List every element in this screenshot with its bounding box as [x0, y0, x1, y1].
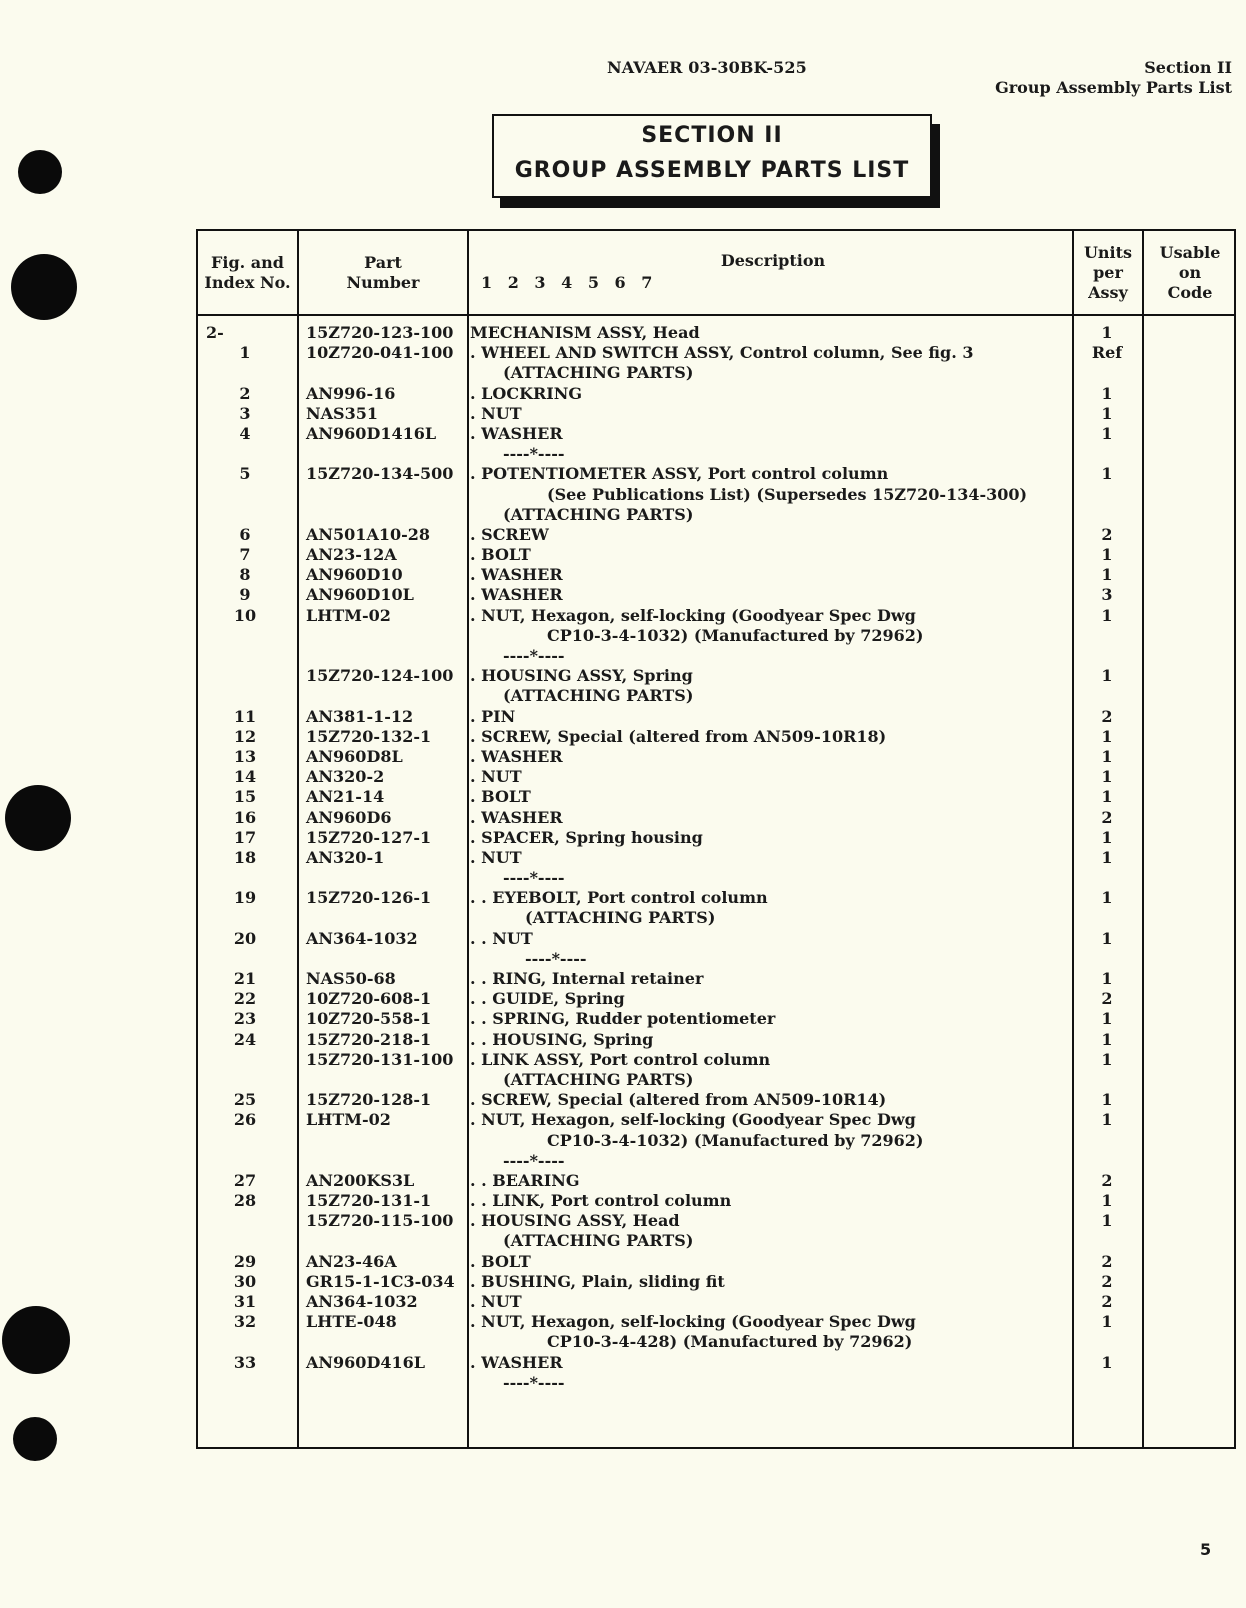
table-row — [198, 323, 1234, 343]
units-per-assy: 1 — [1101, 888, 1113, 908]
part-number: NAS351 — [306, 403, 378, 423]
units-per-assy: 1 — [1101, 1049, 1113, 1069]
index-number: 25 — [233, 1090, 257, 1110]
section-title-box — [492, 114, 932, 198]
units-per-assy: 1 — [1101, 847, 1113, 867]
units-per-assy: 1 — [1101, 1211, 1113, 1231]
table-row — [198, 1211, 1234, 1231]
index-number: 23 — [233, 1009, 257, 1029]
description: CP10-3-4-1032) (Manufactured by 72962) — [547, 625, 924, 645]
units-per-assy: 1 — [1101, 1312, 1113, 1332]
binder-hole — [11, 254, 77, 320]
description: ----*---- — [503, 868, 565, 888]
description: . HOUSING ASSY, Spring — [470, 666, 693, 686]
description: . HOUSING ASSY, Head — [470, 1211, 680, 1231]
description: . NUT, Hexagon, self-locking (Goodyear Spec Dwg — [470, 605, 916, 625]
part-number: 15Z720-131-1 — [306, 1191, 432, 1211]
binder-hole — [13, 1417, 57, 1461]
part-number: AN364-1032 — [306, 928, 418, 948]
index-number: 31 — [233, 1292, 257, 1311]
units-per-assy: 1 — [1101, 1110, 1113, 1130]
part-number: 15Z720-127-1 — [306, 827, 432, 847]
units-per-assy: 1 — [1101, 787, 1113, 807]
units-per-assy: 1 — [1101, 726, 1113, 746]
table-row — [198, 908, 1234, 928]
table-row — [198, 485, 1234, 505]
table-row — [198, 424, 1234, 444]
part-number: AN23-46A — [306, 1251, 397, 1271]
table-row — [198, 1292, 1234, 1312]
part-number: AN996-16 — [306, 383, 396, 403]
part-number: AN364-1032 — [306, 1292, 418, 1311]
part-number: 15Z720-124-100 — [306, 666, 454, 686]
part-number: 15Z720-132-1 — [306, 726, 432, 746]
table-row — [198, 949, 1234, 969]
description: (ATTACHING PARTS) — [503, 363, 694, 383]
description: . WASHER — [470, 1352, 563, 1372]
table-row — [198, 1171, 1234, 1191]
part-number: AN960D10L — [306, 585, 414, 605]
table-row — [198, 969, 1234, 989]
index-number: 5 — [239, 464, 251, 484]
description: . . LINK, Port control column — [470, 1191, 732, 1211]
part-number: AN320-2 — [306, 767, 385, 787]
description: . . BEARING — [470, 1170, 580, 1190]
units-per-assy: 1 — [1101, 1009, 1113, 1029]
table-row — [198, 1353, 1234, 1373]
parts-rows — [198, 323, 1234, 1393]
table-row — [198, 848, 1234, 868]
description: . POTENTIOMETER ASSY, Port control column — [470, 464, 889, 484]
description: . . GUIDE, Spring — [470, 989, 625, 1009]
table-row — [198, 646, 1234, 666]
description: . BOLT — [470, 1251, 531, 1271]
part-number: AN960D6 — [306, 807, 392, 827]
description: . WASHER — [470, 565, 563, 585]
header-usable-on-code: Usable on Code — [1159, 242, 1221, 302]
table-row — [198, 1252, 1234, 1272]
table-row — [198, 989, 1234, 1009]
header-part-number: Part Number — [346, 252, 420, 292]
description: . NUT — [470, 767, 522, 787]
table-row — [198, 1272, 1234, 1292]
index-number: 13 — [233, 746, 257, 766]
table-row — [198, 1090, 1234, 1110]
description: (ATTACHING PARTS) — [503, 1231, 694, 1251]
description: . WASHER — [470, 746, 563, 766]
index-number: 3 — [239, 403, 251, 423]
table-row — [198, 363, 1234, 383]
part-number: LHTE-048 — [306, 1312, 397, 1332]
running-header-section: Section II — [1144, 58, 1232, 77]
units-per-assy: 1 — [1101, 323, 1113, 342]
index-number: 9 — [239, 585, 251, 605]
table-row — [198, 1070, 1234, 1090]
units-per-assy: 2 — [1101, 1251, 1113, 1271]
index-number: 16 — [233, 807, 257, 827]
table-row — [198, 606, 1234, 626]
table-row — [198, 1191, 1234, 1211]
description: ----*---- — [525, 948, 587, 968]
description: (ATTACHING PARTS) — [525, 908, 716, 928]
description: . NUT, Hexagon, self-locking (Goodyear Spec Dwg — [470, 1312, 916, 1332]
table-row — [198, 828, 1234, 848]
table-row — [198, 505, 1234, 525]
part-number: 10Z720-608-1 — [306, 989, 432, 1009]
index-number: 7 — [239, 545, 251, 565]
table-row — [198, 626, 1234, 646]
part-number: 10Z720-041-100 — [306, 343, 454, 363]
description: . . EYEBOLT, Port control column — [470, 888, 768, 908]
table-row — [198, 1110, 1234, 1130]
table-row — [198, 1373, 1234, 1393]
units-per-assy: Ref — [1091, 343, 1123, 363]
index-number: 21 — [233, 969, 257, 988]
index-number: 30 — [233, 1271, 257, 1291]
description: . NUT — [470, 1292, 522, 1311]
table-row — [198, 1231, 1234, 1251]
index-number: 26 — [233, 1110, 257, 1130]
description: CP10-3-4-428) (Manufactured by 72962) — [547, 1332, 913, 1352]
table-row — [198, 1151, 1234, 1171]
part-number: 10Z720-558-1 — [306, 1009, 432, 1029]
section-title-line1: SECTION II — [641, 123, 783, 148]
table-row — [198, 1050, 1234, 1070]
table-row — [198, 707, 1234, 727]
part-number: AN320-1 — [306, 847, 385, 867]
header-index: Fig. and Index No. — [204, 252, 291, 292]
description: ----*---- — [503, 1372, 565, 1392]
part-number: AN501A10-28 — [306, 524, 431, 544]
units-per-assy: 1 — [1101, 383, 1113, 403]
index-number: 32 — [233, 1312, 257, 1332]
table-row — [198, 727, 1234, 747]
units-per-assy: 1 — [1101, 423, 1113, 443]
table-row — [198, 585, 1234, 605]
description: . SPACER, Spring housing — [470, 827, 703, 847]
units-per-assy: 1 — [1101, 464, 1113, 484]
index-number: 14 — [233, 767, 257, 787]
part-number: 15Z720-123-100 — [306, 323, 454, 342]
binder-hole — [2, 1306, 70, 1374]
table-row — [198, 1030, 1234, 1050]
description: ----*---- — [503, 444, 565, 464]
description: . . SPRING, Rudder potentiometer — [470, 1009, 776, 1029]
description: . SCREW, Special (altered from AN509-10R14) — [470, 1090, 887, 1110]
description: . . NUT — [470, 928, 533, 948]
index-number: 11 — [233, 706, 257, 726]
part-number: 15Z720-218-1 — [306, 1029, 432, 1049]
description: . BUSHING, Plain, sliding fit — [470, 1271, 725, 1291]
description: (ATTACHING PARTS) — [503, 686, 694, 706]
part-number: AN960D1416L — [306, 423, 437, 443]
page-number: 5 — [1200, 1540, 1212, 1559]
table-row — [198, 464, 1234, 484]
units-per-assy: 1 — [1101, 746, 1113, 766]
table-row — [198, 929, 1234, 949]
part-number: AN960D416L — [306, 1352, 425, 1372]
table-row — [198, 404, 1234, 424]
table-row — [198, 868, 1234, 888]
table-row — [198, 444, 1234, 464]
description: . . HOUSING, Spring — [470, 1029, 654, 1049]
table-row — [198, 666, 1234, 686]
index-number: 27 — [233, 1170, 257, 1190]
part-number: AN381-1-12 — [306, 706, 414, 726]
units-per-assy: 2 — [1101, 706, 1113, 726]
description: ----*---- — [503, 1150, 565, 1170]
description: . BOLT — [470, 545, 531, 565]
description: . NUT — [470, 403, 522, 423]
part-number: AN960D8L — [306, 746, 403, 766]
header-units-per-assy: Units per Assy — [1083, 242, 1133, 302]
units-per-assy: 1 — [1101, 545, 1113, 565]
running-header — [995, 58, 1232, 98]
description: . SCREW, Special (altered from AN509-10R18) — [470, 726, 887, 746]
table-row — [198, 565, 1234, 585]
index-number: 2 — [239, 383, 251, 403]
units-per-assy: 2 — [1101, 524, 1113, 544]
table-row — [198, 384, 1234, 404]
part-number: LHTM-02 — [306, 1110, 391, 1130]
section-title-line2: GROUP ASSEMBLY PARTS LIST — [514, 158, 910, 183]
part-number: AN200KS3L — [306, 1170, 415, 1190]
table-row — [198, 1332, 1234, 1352]
table-row — [198, 808, 1234, 828]
units-per-assy: 1 — [1101, 1191, 1113, 1211]
part-number: AN960D10 — [306, 565, 403, 585]
header-divider — [198, 314, 1234, 316]
units-per-assy: 1 — [1101, 928, 1113, 948]
part-number: GR15-1-1C3-034 — [306, 1271, 455, 1291]
part-number: 15Z720-115-100 — [306, 1211, 454, 1231]
description: MECHANISM ASSY, Head — [470, 323, 700, 342]
index-number: 19 — [233, 888, 257, 908]
units-per-assy: 1 — [1101, 1090, 1113, 1110]
part-number: LHTM-02 — [306, 605, 391, 625]
table-row — [198, 525, 1234, 545]
table-row — [198, 545, 1234, 565]
description: . BOLT — [470, 787, 531, 807]
index-number: 18 — [233, 847, 257, 867]
description: (See Publications List) (Supersedes 15Z720-134-300) — [547, 484, 1028, 504]
table-row — [198, 747, 1234, 767]
description: . NUT — [470, 847, 522, 867]
description: . WASHER — [470, 585, 563, 605]
description: . PIN — [470, 706, 516, 726]
units-per-assy: 1 — [1101, 1352, 1113, 1372]
index-number: 1 — [239, 343, 251, 363]
index-number: 28 — [233, 1191, 257, 1211]
units-per-assy: 1 — [1101, 1029, 1113, 1049]
units-per-assy: 2 — [1101, 989, 1113, 1009]
description: . LOCKRING — [470, 383, 583, 403]
description: ----*---- — [503, 646, 565, 665]
units-per-assy: 2 — [1101, 1292, 1113, 1311]
units-per-assy: 3 — [1101, 585, 1113, 605]
table-row — [198, 787, 1234, 807]
running-header-title: Group Assembly Parts List — [995, 78, 1232, 97]
header-description: Description 1 2 3 4 5 6 7 — [481, 251, 826, 292]
index-number: 12 — [233, 726, 257, 746]
binder-hole — [18, 150, 62, 194]
parts-list-table — [196, 229, 1236, 1449]
index-number: 29 — [233, 1251, 257, 1271]
index-number: 17 — [233, 827, 257, 847]
description: . WHEEL AND SWITCH ASSY, Control column, See fig. 3 — [470, 343, 974, 363]
index-number: 4 — [239, 423, 251, 443]
index-number: 15 — [233, 787, 257, 807]
binder-hole — [5, 785, 71, 851]
table-row — [198, 1009, 1234, 1029]
units-per-assy: 2 — [1101, 1271, 1113, 1291]
description: (ATTACHING PARTS) — [503, 504, 694, 524]
part-number: 15Z720-131-100 — [306, 1049, 454, 1069]
index-number: 22 — [233, 989, 257, 1009]
indent-level-scale: 1 2 3 4 5 6 7 — [481, 273, 658, 292]
document-number: NAVAER 03-30BK-525 — [607, 58, 807, 77]
units-per-assy: 1 — [1101, 767, 1113, 787]
index-number: 8 — [239, 565, 251, 585]
part-number: 15Z720-134-500 — [306, 464, 454, 484]
description: . WASHER — [470, 807, 563, 827]
description: . LINK ASSY, Port control column — [470, 1049, 771, 1069]
table-row — [198, 686, 1234, 706]
part-number: 15Z720-126-1 — [306, 888, 432, 908]
units-per-assy: 1 — [1101, 565, 1113, 585]
part-number: AN23-12A — [306, 545, 397, 565]
part-number: AN21-14 — [306, 787, 385, 807]
description: CP10-3-4-1032) (Manufactured by 72962) — [547, 1130, 924, 1150]
units-per-assy: 1 — [1101, 969, 1113, 988]
units-per-assy: 2 — [1101, 807, 1113, 827]
units-per-assy: 1 — [1101, 666, 1113, 686]
table-row — [198, 767, 1234, 787]
units-per-assy: 1 — [1101, 605, 1113, 625]
table-row — [198, 888, 1234, 908]
units-per-assy: 2 — [1101, 1170, 1113, 1190]
table-row — [198, 1131, 1234, 1151]
description: . WASHER — [470, 423, 563, 443]
index-number: 20 — [233, 928, 257, 948]
description: . NUT, Hexagon, self-locking (Goodyear Spec Dwg — [470, 1110, 916, 1130]
units-per-assy: 1 — [1101, 827, 1113, 847]
description: (ATTACHING PARTS) — [503, 1069, 694, 1089]
description: . . RING, Internal retainer — [470, 969, 704, 988]
index-number: 6 — [239, 524, 251, 544]
part-number: 15Z720-128-1 — [306, 1090, 432, 1110]
description: . SCREW — [470, 524, 549, 544]
table-row — [198, 343, 1234, 363]
units-per-assy: 1 — [1101, 403, 1113, 423]
index-number: 10 — [233, 605, 257, 625]
index-number: 33 — [233, 1352, 257, 1372]
part-number: NAS50-68 — [306, 969, 396, 988]
index-number: 24 — [233, 1029, 257, 1049]
table-row — [198, 1312, 1234, 1332]
index-number: 2- — [206, 323, 224, 342]
